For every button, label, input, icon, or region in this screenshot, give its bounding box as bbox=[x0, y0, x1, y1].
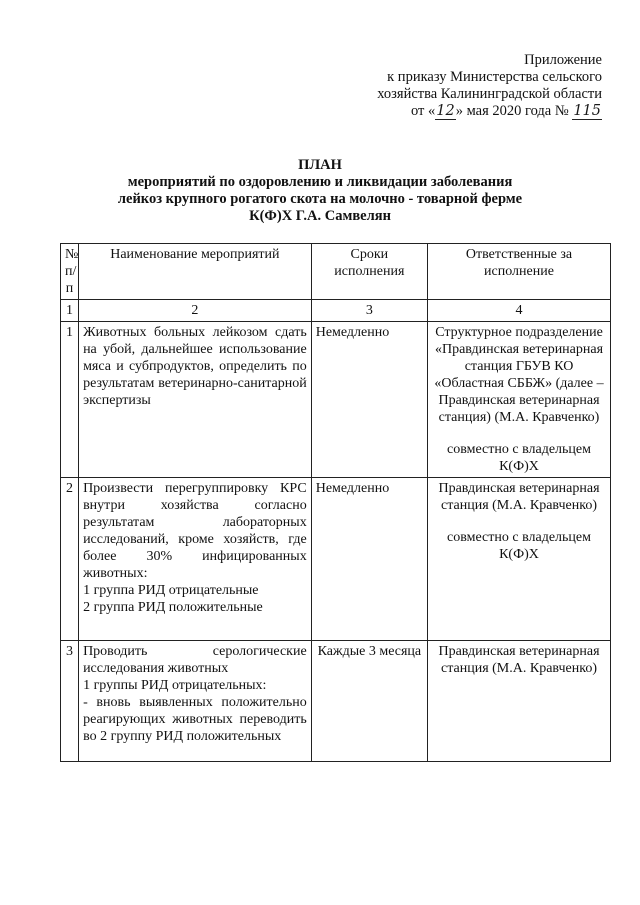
title-line-2: мероприятий по оздоровлению и ликвидации заболевания bbox=[127, 174, 513, 190]
index-cell: 2 bbox=[79, 300, 312, 322]
row-name-line: 1 группы РИД отрицательных: bbox=[83, 678, 267, 693]
index-row bbox=[61, 300, 611, 322]
row-num: 3 bbox=[61, 641, 79, 762]
row-name: Животных больных лейкозом сдать на убой, дальнейшее использование мяса и субпродуктов, определить по результатам ветеринарно-санитарной экспертизы bbox=[79, 322, 312, 478]
row-name-cell bbox=[79, 478, 312, 641]
resp-text: Структурное подразделение «Правдинская ветеринарная станция ГБУВ КО «Областная СББЖ» (далее – Правдинская ветеринарная станция) (М.А. Кравченко) bbox=[434, 325, 604, 425]
index-cell: 1 bbox=[61, 300, 79, 322]
resp-extra: совместно с владельцем К(Ф)Х bbox=[447, 530, 591, 562]
row-resp bbox=[428, 641, 611, 762]
row-term: Немедленно bbox=[311, 322, 427, 478]
header-num: № п/п bbox=[61, 244, 79, 300]
header-resp: Ответственные за исполнение bbox=[428, 244, 611, 300]
header-row bbox=[61, 244, 611, 300]
row-name-line: - вновь выявленных положительно реагирующих животных переводить во 2 группу РИД положительных bbox=[83, 695, 307, 744]
title-line-1: ПЛАН bbox=[298, 157, 342, 173]
title-line-3: лейкоз крупного рогатого скота на молочно - товарной ферме bbox=[117, 191, 523, 207]
row-num: 1 bbox=[61, 322, 79, 478]
resp-text: Правдинская ветеринарная станция (М.А. Кравченко) bbox=[438, 481, 600, 513]
title-line-4: К(Ф)Х Г.А. Самвелян bbox=[249, 208, 391, 224]
index-cell: 4 bbox=[428, 300, 611, 322]
header-term: Сроки исполнения bbox=[311, 244, 427, 300]
annex-line-3: хозяйства Калининградской области bbox=[377, 86, 602, 102]
row-name: Произвести перегруппировку КРС внутри хозяйства согласно результатам лабораторных исследований, кроме хозяйств, где более 30% инфицированных животных: bbox=[83, 481, 307, 581]
annex-block bbox=[342, 52, 602, 120]
resp-extra: совместно с владельцем К(Ф)Х bbox=[447, 442, 591, 474]
row-name-line: 1 группа РИД отрицательные bbox=[83, 583, 259, 598]
table-row bbox=[61, 478, 611, 641]
row-name-cell bbox=[79, 641, 312, 762]
row-name-line: 2 группа РИД положительные bbox=[83, 600, 263, 615]
row-term: Каждые 3 месяца bbox=[311, 641, 427, 762]
row-term: Немедленно bbox=[311, 478, 427, 641]
annex-line-2: к приказу Министерства сельского bbox=[387, 69, 602, 85]
order-number: 115 bbox=[573, 103, 601, 119]
row-name: Проводить серологические исследования животных bbox=[83, 644, 307, 676]
annex-date-line bbox=[342, 103, 602, 120]
table-row bbox=[61, 641, 611, 762]
date-mid: » мая 2020 года № bbox=[455, 103, 569, 119]
index-cell: 3 bbox=[311, 300, 427, 322]
plan-table bbox=[60, 243, 611, 762]
header-name: Наименование мероприятий bbox=[79, 244, 312, 300]
plan-title bbox=[0, 157, 640, 225]
row-num: 2 bbox=[61, 478, 79, 641]
resp-text: Правдинская ветеринарная станция (М.А. Кравченко) bbox=[438, 644, 600, 676]
date-prefix: от « bbox=[410, 103, 436, 119]
table-row bbox=[61, 322, 611, 478]
date-day: 12 bbox=[436, 103, 455, 119]
annex-line-1: Приложение bbox=[524, 52, 602, 68]
row-resp bbox=[428, 322, 611, 478]
row-resp bbox=[428, 478, 611, 641]
